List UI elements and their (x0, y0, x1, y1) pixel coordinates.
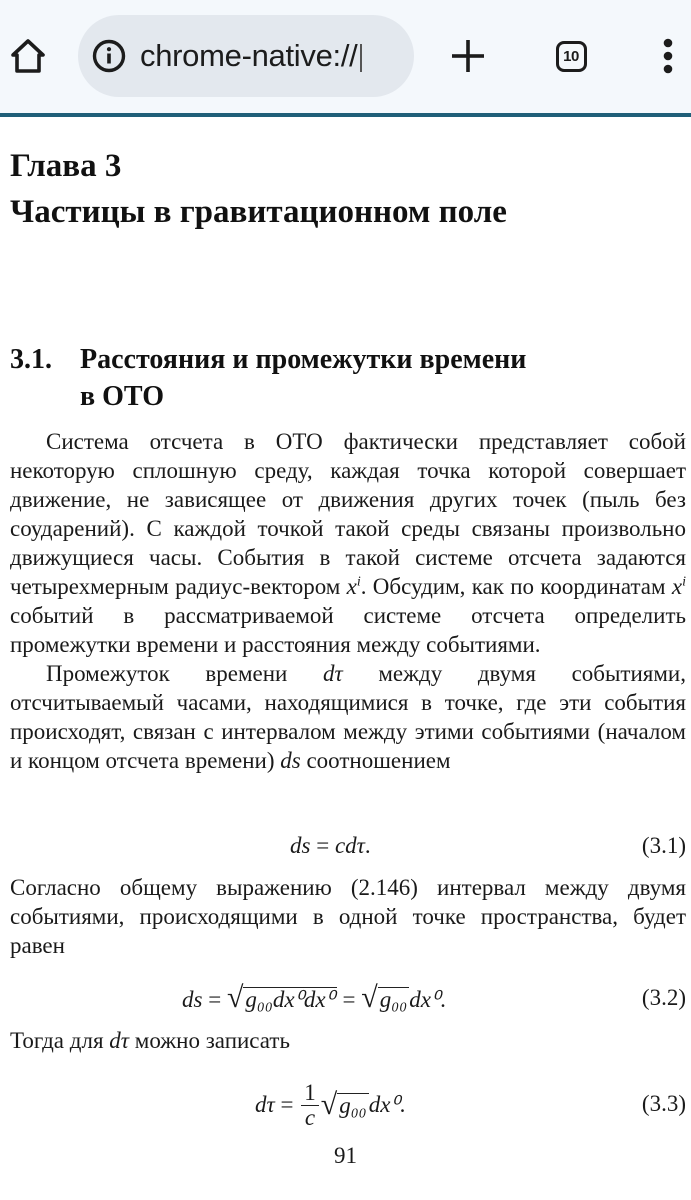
text: соотношением (300, 748, 451, 773)
tab-switcher-icon (556, 41, 587, 72)
text: между двумя событиями, отсчитываемый часами, находящимися в точке, где эти события происходят, связан с интервалом между этими событиями (началом и концом отсчета времени) (10, 661, 686, 773)
sqrt-content: g₀₀ (379, 987, 408, 1012)
eq-tail: dx⁰ (409, 987, 441, 1012)
section-heading (10, 341, 526, 415)
section-title-line2: в ОТО (80, 381, 164, 412)
eq-lhs: ds (182, 987, 203, 1012)
text-cursor (360, 44, 362, 72)
sqrt-content: g₀₀dx⁰dx⁰ (245, 987, 335, 1012)
eq-end: . (440, 987, 446, 1012)
sqrt-sign: √ (320, 1088, 338, 1121)
eq-sign: = (310, 833, 335, 858)
sqrt-sign: √ (361, 981, 378, 1014)
text: . Обсудим, как по координатам (360, 574, 672, 599)
math-x: $x^i$ (671, 574, 686, 599)
home-button[interactable] (6, 34, 50, 78)
paragraph-3 (10, 873, 686, 960)
eq-lhs: dτ (255, 1092, 275, 1117)
text: Согласно общему выражению (2.146) интервал между двумя событиями, происходящими в одной точке пространства, будет равен (10, 875, 686, 958)
eq-sign: = (202, 987, 227, 1012)
text: событий в рассматриваемой системе отсчета определить промежутки времени и расстояния между событиями. (10, 603, 686, 657)
eq-sign: = (336, 987, 362, 1012)
tab-count: 10 (563, 47, 579, 65)
chapter-heading (10, 143, 507, 235)
equation-number: (3.2) (641, 985, 686, 1010)
equation-number: (3.3) (641, 1091, 686, 1116)
browser-toolbar (0, 0, 691, 113)
page-number: 91 (334, 1143, 357, 1168)
eq-sign: = (274, 1092, 300, 1117)
document-page[interactable] (0, 117, 691, 1200)
address-bar[interactable] (78, 15, 414, 97)
paragraph-2 (10, 659, 686, 775)
text: можно записать (129, 1028, 290, 1053)
math-ds: ds (280, 748, 301, 773)
paragraph-4 (10, 1026, 686, 1055)
chapter-label: Глава 3 (10, 148, 122, 184)
fraction (301, 1081, 319, 1130)
fraction-numerator: 1 (301, 1081, 319, 1106)
math-dtau: dτ (109, 1028, 130, 1053)
more-menu-button[interactable] (650, 34, 686, 78)
new-tab-button[interactable] (446, 34, 490, 78)
math-x: $x^i$ (346, 574, 361, 599)
paragraph-1 (10, 427, 686, 659)
eq-tail: dx⁰ (368, 1092, 400, 1117)
chapter-title: Частицы в гравитационном поле (10, 194, 507, 230)
eq-end: . (364, 833, 371, 858)
sqrt-content: g₀₀ (339, 1092, 367, 1118)
eq-rhs: cdτ (334, 833, 365, 858)
eq-end: . (399, 1092, 406, 1117)
text: Промежуток времени (46, 661, 323, 686)
text: Тогда для (10, 1028, 110, 1053)
equation-3-2 (10, 981, 686, 1017)
fraction-denominator: c (304, 1104, 316, 1130)
info-icon[interactable] (92, 39, 126, 73)
more-vert-icon (662, 38, 674, 74)
equation-number: (3.1) (641, 833, 686, 858)
section-number: 3.1. (10, 344, 52, 375)
tab-switcher-button[interactable] (548, 34, 594, 78)
plus-icon (450, 38, 486, 74)
math-dtau: dτ (322, 661, 343, 686)
url-text[interactable]: chrome-native:// (140, 38, 362, 74)
equation-3-3 (10, 1073, 686, 1137)
sqrt-sign: √ (226, 981, 244, 1014)
equation-3-1 (10, 833, 686, 863)
home-icon (8, 36, 48, 76)
section-title-line1: Расстояния и промежутки времени (80, 344, 527, 375)
eq-lhs: ds (290, 833, 311, 858)
text: Система отсчета в ОТО фактически представляет собой некоторую сплошную среду, каждая точка которой совершает движение, не зависящее от движения других точек (пыль без соударений). С каждой точкой такой среды связаны произвольно движущиеся часы. События в такой системе отсчета задаются четырехмерным радиус-вектором (10, 429, 686, 599)
